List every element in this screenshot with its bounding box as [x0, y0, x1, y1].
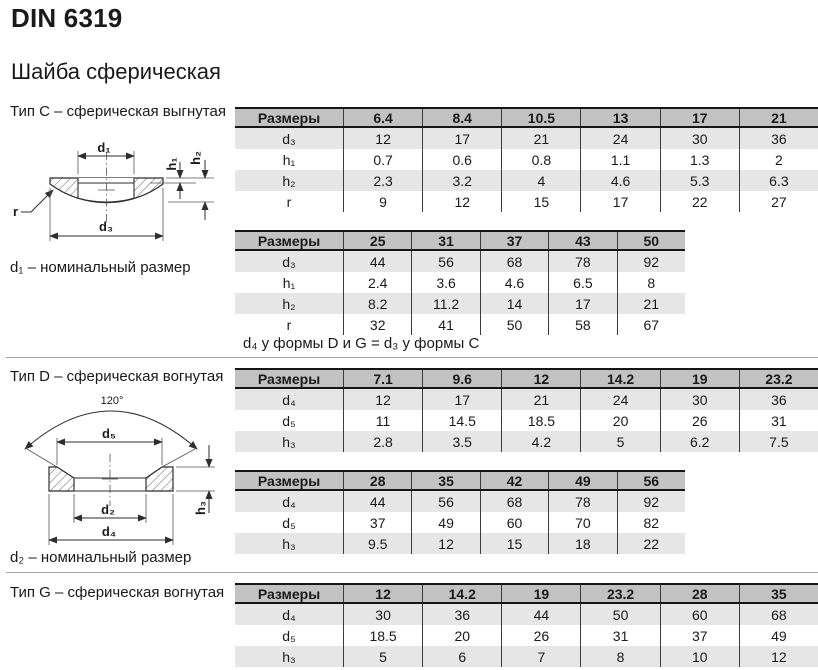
table-cell: 17	[580, 191, 659, 212]
table-cell: 6.3	[739, 170, 818, 191]
table-cell: 30	[660, 128, 739, 149]
table-cell: 4	[501, 170, 580, 191]
table-cell: 70	[548, 512, 616, 533]
table-cell: 5.3	[660, 170, 739, 191]
table-cell: 50	[580, 604, 659, 625]
section-heading-type-d: Тип D – сферическая вогнутая	[10, 368, 224, 385]
dim-label-r: r	[13, 204, 19, 219]
table-cell: 17	[422, 389, 501, 410]
table-size-header: 12	[501, 370, 580, 387]
table-cell: 50	[480, 314, 548, 335]
table-size-header: 23.2	[580, 585, 659, 602]
table-cell: 44	[501, 604, 580, 625]
table-cell: 31	[580, 625, 659, 646]
table-row-label: d₃	[282, 253, 296, 270]
page-title: DIN 6319	[11, 3, 123, 33]
table-cell: 3.6	[411, 272, 479, 293]
table-size-header: 56	[617, 472, 685, 489]
dim-label-d5: d₅	[102, 426, 116, 441]
table-cell: 8.2	[343, 293, 411, 314]
table-cell: 1.1	[580, 149, 659, 170]
table-row-label: d₄	[282, 493, 296, 510]
type-d-washer-drawing	[0, 388, 235, 568]
table-size-header: 28	[660, 585, 739, 602]
table-size-header: 14.2	[422, 585, 501, 602]
table-row-label: h₂	[282, 172, 296, 189]
dim-label-d2: d₂	[101, 502, 115, 517]
table-cell: 68	[739, 604, 818, 625]
table-header-label: Размеры	[257, 370, 321, 387]
note-d4-equals-d3: d₄ у формы D и G = d₃ у формы C	[243, 335, 480, 352]
table-cell: 36	[739, 128, 818, 149]
table-cell: 20	[580, 410, 659, 431]
section-divider	[6, 357, 818, 358]
table-cell: 5	[343, 646, 422, 667]
dim-label-d3: d₃	[99, 219, 113, 234]
washer-body-section-left	[49, 467, 74, 491]
table-cell: 2.8	[343, 431, 422, 452]
table-cell: 31	[739, 410, 818, 431]
table-cell: 0.6	[422, 149, 501, 170]
table-size-header: 42	[480, 472, 548, 489]
table-row-label: h₃	[282, 648, 296, 665]
note-d2-nominal: d₂ – номинальный размер	[10, 549, 192, 566]
table-size-header: 19	[660, 370, 739, 387]
table-cell: 49	[411, 512, 479, 533]
table-cell: 2.4	[343, 272, 411, 293]
dim-label-d1: d₁	[97, 140, 111, 155]
table-size-header: 50	[617, 232, 685, 249]
dim-label-angle: 120°	[100, 395, 124, 407]
type-c-washer-drawing	[0, 138, 230, 250]
table-size-header: 19	[501, 585, 580, 602]
table-cell: 21	[501, 389, 580, 410]
table-cell: 15	[501, 191, 580, 212]
section-heading-type-g: Тип G – сферическая вогнутая	[10, 584, 225, 601]
table-cell: 6.5	[548, 272, 616, 293]
section-heading-type-c: Тип C – сферическая выгнутая	[10, 103, 226, 120]
table-cell: 7.5	[739, 431, 818, 452]
table-cell: 11	[343, 410, 422, 431]
table-cell: 20	[422, 625, 501, 646]
table-cell: 12	[343, 389, 422, 410]
table-cell: 15	[480, 533, 548, 554]
table-size-header: 12	[343, 585, 422, 602]
table-cell: 0.8	[501, 149, 580, 170]
table-cell: 12	[422, 191, 501, 212]
table-header-label: Размеры	[257, 472, 321, 489]
table-cell: 21	[617, 293, 685, 314]
dim-label-h3: h₃	[193, 501, 208, 515]
table-cell: 24	[580, 389, 659, 410]
table-cell: 68	[480, 491, 548, 512]
table-cell: 78	[548, 491, 616, 512]
table-size-header: 9.6	[422, 370, 501, 387]
section-divider	[6, 572, 818, 573]
table-cell: 92	[617, 491, 685, 512]
table-cell: 5	[580, 431, 659, 452]
table-row-label: h₁	[282, 151, 296, 168]
table-header-label: Размеры	[257, 585, 321, 602]
table-size-header: 25	[343, 232, 411, 249]
table-cell: 18	[548, 533, 616, 554]
table-cell: 27	[739, 191, 818, 212]
table-header-label: Размеры	[257, 109, 321, 126]
table-cell: 6.2	[660, 431, 739, 452]
table-cell: 49	[739, 625, 818, 646]
table-type-g	[235, 583, 818, 667]
table-cell: 37	[660, 625, 739, 646]
table-size-header: 23.2	[739, 370, 818, 387]
table-cell: 3.2	[422, 170, 501, 191]
table-cell: 12	[739, 646, 818, 667]
table-row-label: d₅	[282, 514, 296, 531]
table-cell: 4.6	[480, 272, 548, 293]
table-cell: 17	[548, 293, 616, 314]
dim-label-h1: h₁	[164, 157, 179, 171]
table-size-header: 28	[343, 472, 411, 489]
table-row-label: d₅	[282, 412, 296, 429]
table-cell: 2.3	[343, 170, 422, 191]
washer-body-section-right	[146, 467, 173, 491]
table-size-header: 35	[411, 472, 479, 489]
table-cell: 14	[480, 293, 548, 314]
table-size-header: 37	[480, 232, 548, 249]
table-cell: 56	[411, 251, 479, 272]
table-cell: 32	[343, 314, 411, 335]
table-type-c-2	[235, 230, 685, 335]
table-size-header: 49	[548, 472, 616, 489]
table-cell: 26	[660, 410, 739, 431]
table-cell: 0.7	[343, 149, 422, 170]
table-cell: 1.3	[660, 149, 739, 170]
table-type-d-1	[235, 368, 818, 452]
table-size-header: 14.2	[580, 370, 659, 387]
table-cell: 2	[739, 149, 818, 170]
table-size-header: 13	[580, 109, 659, 126]
table-row-label: r	[286, 193, 292, 210]
table-cell: 92	[617, 251, 685, 272]
table-cell: 22	[617, 533, 685, 554]
table-cell: 8	[580, 646, 659, 667]
table-cell: 60	[660, 604, 739, 625]
table-size-header: 8.4	[422, 109, 501, 126]
table-cell: 58	[548, 314, 616, 335]
table-type-d-2	[235, 470, 685, 554]
table-row-label: r	[286, 316, 292, 333]
table-cell: 78	[548, 251, 616, 272]
table-size-header: 10.5	[501, 109, 580, 126]
table-cell: 18.5	[501, 410, 580, 431]
table-row-label: d₄	[282, 391, 296, 408]
table-cell: 6	[422, 646, 501, 667]
table-size-header: 35	[739, 585, 818, 602]
note-d1-nominal: d₁ – номинальный размер	[10, 259, 191, 276]
table-cell: 14.5	[422, 410, 501, 431]
table-size-header: 21	[739, 109, 818, 126]
dim-label-d4: d₄	[101, 524, 117, 539]
table-cell: 11.2	[411, 293, 479, 314]
table-cell: 44	[343, 491, 411, 512]
table-cell: 68	[480, 251, 548, 272]
table-cell: 3.5	[422, 431, 501, 452]
table-cell: 17	[422, 128, 501, 149]
table-cell: 30	[343, 604, 422, 625]
table-cell: 4.6	[580, 170, 659, 191]
table-row-label: h₂	[282, 295, 296, 312]
dim-label-h2: h₂	[188, 151, 203, 165]
table-cell: 30	[660, 389, 739, 410]
table-size-header: 31	[411, 232, 479, 249]
table-row-label: h₃	[282, 535, 296, 552]
table-row-label: d₄	[282, 606, 296, 623]
table-type-c-1	[235, 107, 818, 212]
table-cell: 9.5	[343, 533, 411, 554]
table-cell: 4.2	[501, 431, 580, 452]
table-cell: 22	[660, 191, 739, 212]
table-size-header: 43	[548, 232, 616, 249]
table-cell: 44	[343, 251, 411, 272]
table-cell: 56	[411, 491, 479, 512]
table-header-label: Размеры	[257, 232, 321, 249]
table-cell: 7	[501, 646, 580, 667]
table-row-label: d₃	[282, 130, 296, 147]
table-cell: 12	[411, 533, 479, 554]
table-size-header: 6.4	[343, 109, 422, 126]
table-cell: 24	[580, 128, 659, 149]
table-cell: 26	[501, 625, 580, 646]
table-cell: 67	[617, 314, 685, 335]
table-row-label: h₁	[282, 274, 296, 291]
table-cell: 36	[739, 389, 818, 410]
table-cell: 18.5	[343, 625, 422, 646]
table-size-header: 7.1	[343, 370, 422, 387]
table-row-label: h₃	[282, 433, 296, 450]
table-size-header: 17	[660, 109, 739, 126]
table-cell: 12	[343, 128, 422, 149]
table-cell: 21	[501, 128, 580, 149]
table-cell: 9	[343, 191, 422, 212]
table-cell: 37	[343, 512, 411, 533]
table-row-label: d₅	[282, 627, 296, 644]
table-cell: 60	[480, 512, 548, 533]
table-cell: 36	[422, 604, 501, 625]
table-cell: 10	[660, 646, 739, 667]
table-cell: 41	[411, 314, 479, 335]
table-cell: 82	[617, 512, 685, 533]
table-cell: 8	[617, 272, 685, 293]
page-subtitle: Шайба сферическая	[11, 59, 221, 84]
